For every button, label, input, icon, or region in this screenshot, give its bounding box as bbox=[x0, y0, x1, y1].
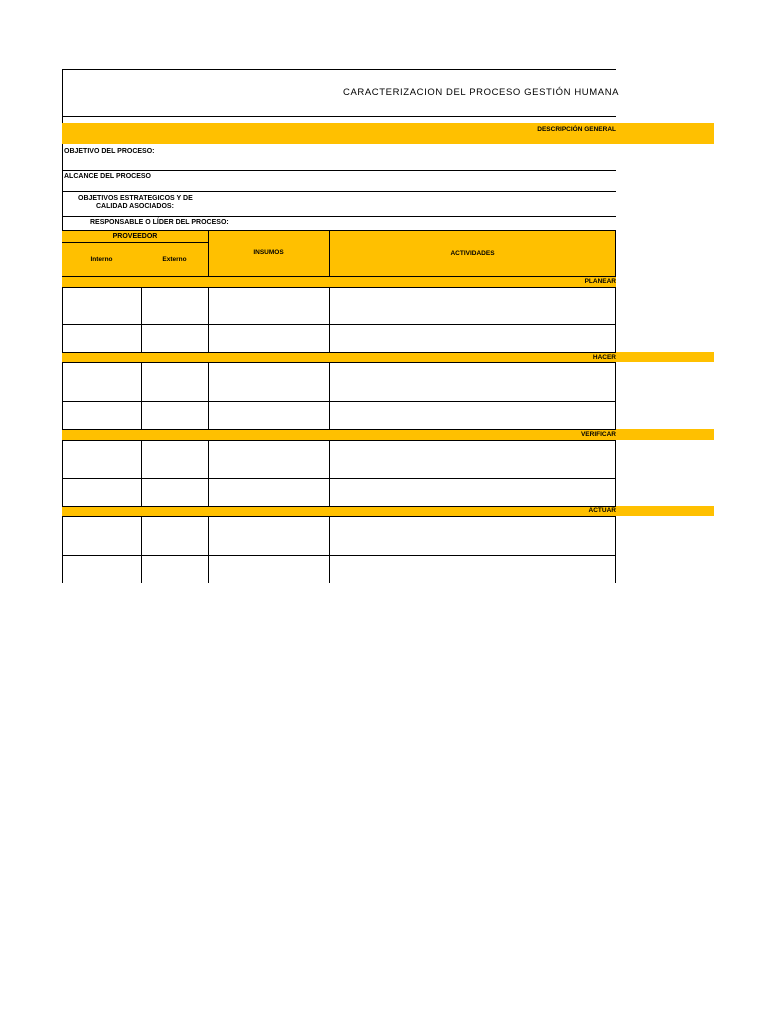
column-line bbox=[615, 440, 616, 506]
row-line bbox=[62, 401, 616, 402]
objetivo-label: OBJETIVO DEL PROCESO: bbox=[64, 148, 155, 155]
objetivo-divider bbox=[62, 170, 616, 171]
interno-header: Interno bbox=[90, 256, 113, 263]
phase-band-hacer bbox=[62, 352, 714, 362]
objetivos-estrategicos-label-1: OBJETIVOS ESTRATEGICOS Y DE bbox=[78, 195, 193, 202]
alcance-divider bbox=[62, 191, 616, 192]
phase-label-hacer: HACER bbox=[592, 354, 616, 361]
column-line bbox=[208, 230, 209, 276]
section-header-label: DESCRIPCIÓN GENERAL bbox=[537, 126, 616, 133]
page-title: CARACTERIZACION DEL PROCESO GESTIÓN HUMANA bbox=[343, 87, 620, 98]
phase-label-planear: PLANEAR bbox=[584, 278, 616, 285]
row-line bbox=[62, 478, 616, 479]
responsable-label: RESPONSABLE O LÍDER DEL PROCESO: bbox=[90, 219, 229, 226]
column-line bbox=[208, 287, 209, 352]
row-line bbox=[62, 324, 616, 325]
row-line bbox=[62, 352, 616, 353]
phase-band-verificar bbox=[62, 429, 714, 440]
column-line bbox=[141, 362, 142, 429]
table-header-top-border bbox=[62, 230, 616, 231]
column-line bbox=[329, 440, 330, 506]
objetivos-divider bbox=[62, 216, 616, 217]
row-line bbox=[62, 555, 616, 556]
column-line bbox=[329, 362, 330, 429]
title-bottom-border bbox=[62, 116, 616, 117]
objetivos-estrategicos-label-2: CALIDAD ASOCIADOS: bbox=[96, 203, 174, 210]
insumos-header: INSUMOS bbox=[253, 249, 284, 256]
column-line bbox=[208, 362, 209, 429]
proveedor-header: PROVEEDOR bbox=[112, 233, 158, 240]
row-line bbox=[62, 287, 616, 288]
column-line bbox=[329, 230, 330, 276]
column-line bbox=[141, 287, 142, 352]
section-header-band bbox=[62, 123, 714, 144]
column-line bbox=[208, 440, 209, 506]
column-line bbox=[615, 230, 616, 276]
phase-label-verificar: VERIFICAR bbox=[580, 431, 616, 438]
externo-header: Externo bbox=[162, 256, 187, 263]
proveedor-subheader-divider bbox=[62, 242, 208, 243]
row-line bbox=[62, 429, 616, 430]
row-line bbox=[62, 362, 616, 363]
column-line bbox=[615, 287, 616, 352]
column-line bbox=[615, 362, 616, 429]
alcance-label: ALCANCE DEL PROCESO bbox=[64, 173, 151, 180]
row-line bbox=[62, 440, 616, 441]
actividades-header: ACTIVIDADES bbox=[450, 250, 495, 257]
column-line bbox=[141, 516, 142, 583]
row-line bbox=[62, 506, 616, 507]
column-line bbox=[615, 516, 616, 583]
column-line bbox=[329, 287, 330, 352]
column-line bbox=[208, 516, 209, 583]
phase-label-actuar: ACTUAR bbox=[588, 507, 616, 514]
row-line bbox=[62, 516, 616, 517]
title-top-border bbox=[62, 69, 616, 70]
column-line bbox=[141, 440, 142, 506]
phase-band-actuar bbox=[62, 506, 714, 516]
column-line bbox=[329, 516, 330, 583]
